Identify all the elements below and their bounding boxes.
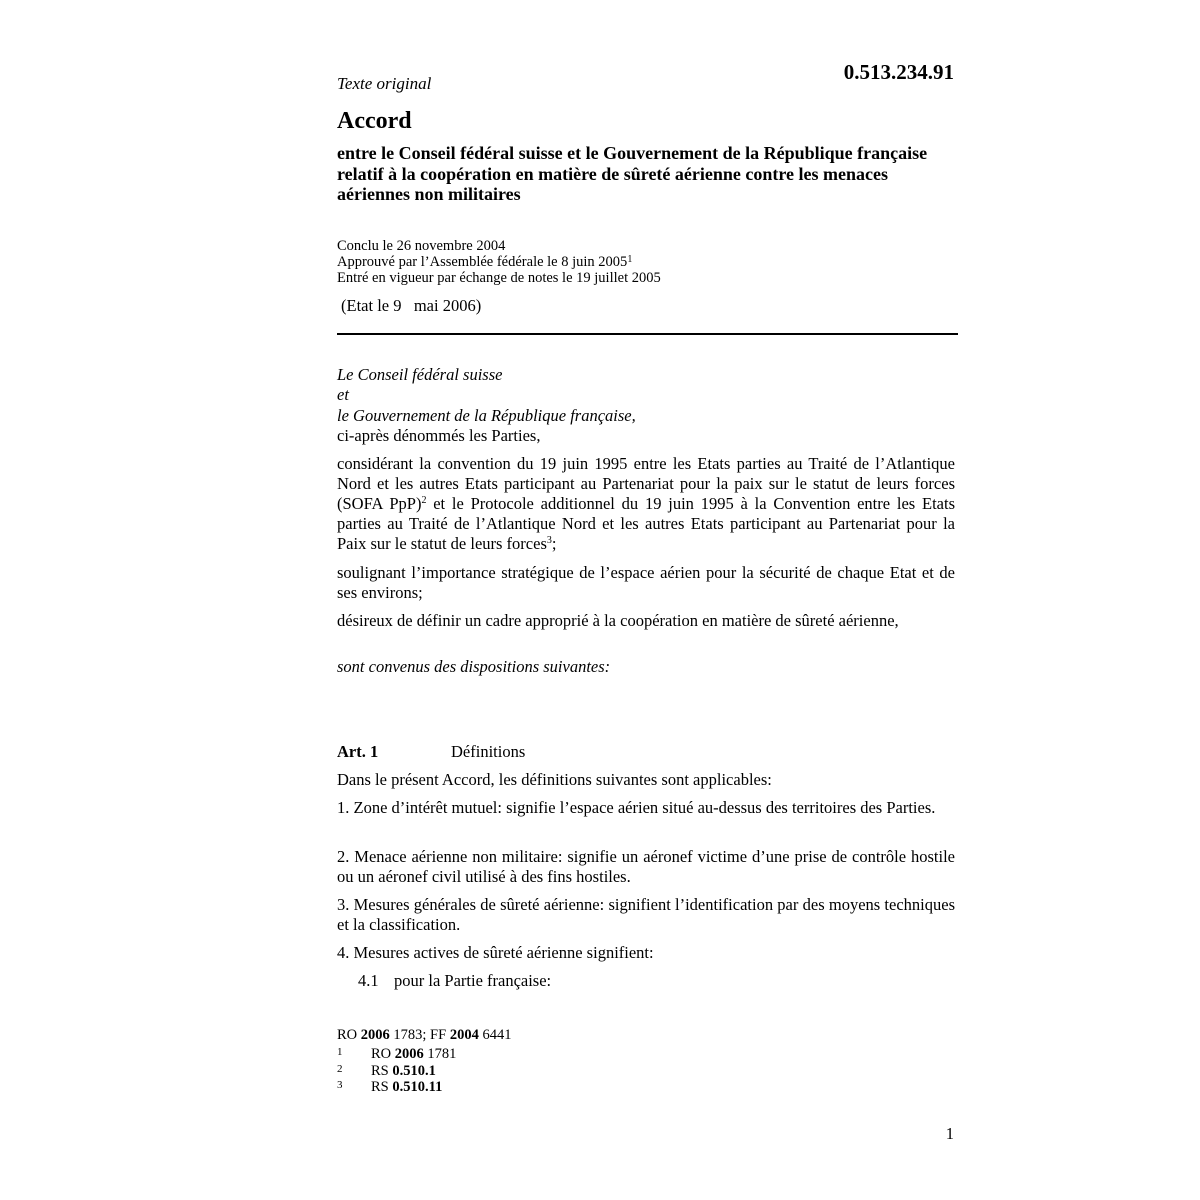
conclu-date: Conclu le 26 novembre 2004 (337, 238, 506, 254)
footnote-item (337, 1079, 456, 1096)
parties-denommes: ci-après dénommés les Parties, (337, 426, 541, 445)
footnote-ref[interactable]: 1 (627, 253, 633, 265)
definition-item-2: 2. Menace aérienne non militaire: signifie un aéronef victime d’une prise de contrôle hostile ou un aéronef civil utilisé à des fins hostiles. (337, 847, 955, 886)
texte-original-label: Texte original (337, 74, 432, 93)
entre-en-vigueur-date: Entré en vigueur par échange de notes le 19 juillet 2005 (337, 269, 661, 286)
header-divider (337, 333, 958, 335)
definition-item-1: 1. Zone d’intérêt mutuel: signifie l’espace aérien situé au-dessus des territoires des Parties. (337, 798, 936, 817)
footnote-bold: 0.510.11 (392, 1079, 443, 1095)
sr-number: 0.513.234.91 (843, 60, 954, 84)
article-number: Art. 1 (337, 742, 379, 761)
ff-page: 6441 (478, 1027, 512, 1043)
page-number: 1 (945, 1124, 954, 1143)
etat-date: (Etat le 9 mai 2006) (341, 296, 482, 315)
parties-et: et (337, 385, 349, 404)
approuve-text: Approuvé par l’Assemblée fédérale le 8 juin 2005 (337, 253, 628, 270)
footnote-ref[interactable]: 3 (546, 535, 552, 546)
publication-reference (337, 1027, 511, 1044)
document-metadata (337, 239, 661, 286)
ro-prefix: RO (337, 1027, 361, 1043)
footnote-prefix: RS (371, 1062, 393, 1079)
paragraph-considerant (337, 454, 955, 554)
footnote-prefix: RO (371, 1046, 395, 1062)
footnote-text (371, 1046, 456, 1063)
parties-suisse: Le Conseil fédéral suisse (337, 365, 503, 384)
ro-year: 2006 (360, 1027, 390, 1043)
approuve-date (337, 255, 661, 271)
paragraph-soulignant: soulignant l’importance stratégique de l’espace aérien pour la sécurité de chaque Etat et de ses environs; (337, 563, 955, 602)
sub-item-number: 4.1 (358, 971, 379, 990)
paragraph-desireux: désireux de définir un cadre approprié à la coopération en matière de sûreté aérienne, (337, 611, 899, 630)
article-heading (337, 742, 525, 762)
considerant-end: ; (551, 534, 557, 553)
footnote-bold: 0.510.1 (392, 1062, 436, 1079)
footnote-number: 3 (337, 1079, 343, 1091)
paragraph-convenus: sont convenus des dispositions suivantes: (337, 657, 611, 676)
footnote-suffix: 1781 (423, 1046, 457, 1062)
footnote-text (371, 1063, 436, 1080)
document-subtitle: entre le Conseil fédéral suisse et le Gouvernement de la République française relatif à la coopération en matière de sûreté aérienne contre les menaces aériennes non militaires (337, 143, 928, 204)
footnote-ref[interactable]: 2 (421, 495, 427, 506)
article-intro: Dans le présent Accord, les définitions suivantes sont applicables: (337, 770, 772, 789)
definition-item-3: 3. Mesures générales de sûreté aérienne: signifient l’identification par des moyens techniques et la classification. (337, 895, 955, 934)
footnote-prefix: RS (371, 1079, 393, 1095)
footnote-number: 2 (337, 1062, 343, 1075)
footnote-bold: 2006 (394, 1046, 424, 1062)
footnote-list (337, 1046, 456, 1096)
sub-item-text: pour la Partie française: (394, 971, 552, 990)
document-title: Accord (337, 108, 412, 134)
considerant-text: considérant la convention du 19 juin 1995 entre les Etats parties au Traité de l’Atlantique Nord et les autres Etats participant au Partenariat pour la paix sur le statut de leurs forces (SOFA PpP) (337, 454, 955, 513)
definition-item-4-1 (358, 971, 551, 991)
considerant-cont: et le Protocole additionnel du 19 juin 1995 à la Convention entre les Etats parties au Traité de l’Atlantique Nord et les autres Etats participant au Partenariat pour la Paix sur le statut de leurs forces (337, 494, 955, 553)
parties-france: le Gouvernement de la République française, (337, 406, 636, 425)
ff-year: 2004 (449, 1027, 479, 1043)
footnote-text (371, 1079, 442, 1096)
ro-page: 1783; FF (389, 1027, 450, 1043)
article-title: Définitions (451, 742, 526, 761)
footnote-number: 1 (337, 1046, 343, 1058)
definition-item-4: 4. Mesures actives de sûreté aérienne signifient: (337, 943, 654, 962)
